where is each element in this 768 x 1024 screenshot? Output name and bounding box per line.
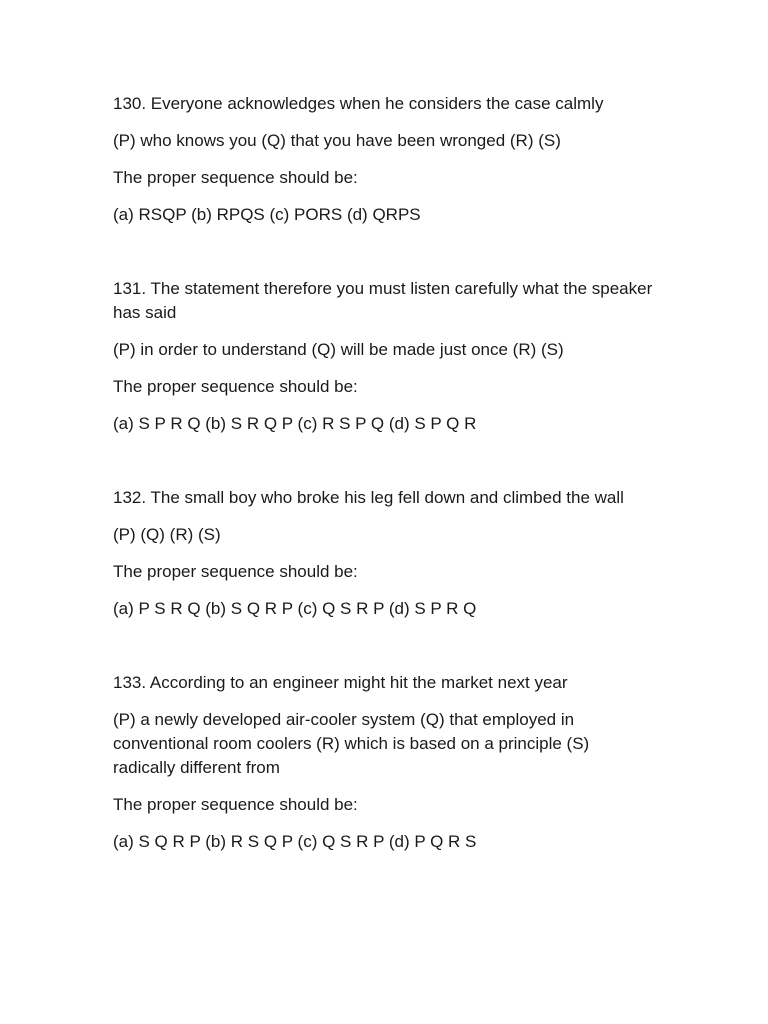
answer-options: (a) S P R Q (b) S R Q P (c) R S P Q (d) S P Q R bbox=[113, 414, 477, 433]
question-stem: 132. The small boy who broke his leg fell down and climbed the wall bbox=[113, 488, 624, 507]
sequence-prompt: The proper sequence should be: bbox=[113, 168, 358, 187]
sequence-prompt: The proper sequence should be: bbox=[113, 377, 358, 396]
answer-options: (a) P S R Q (b) S Q R P (c) Q S R P (d) S P R Q bbox=[113, 599, 477, 618]
question-stem: 131. The statement therefore you must listen carefully what the speaker has said bbox=[113, 279, 653, 322]
question-parts: (P) a newly developed air-cooler system (Q) that employed in conventional room coolers (R) which is based on a principle (S) radically different from bbox=[113, 710, 590, 777]
document-page bbox=[113, 92, 653, 904]
question-133 bbox=[113, 671, 653, 854]
question-stem: 133. According to an engineer might hit the market next year bbox=[113, 673, 568, 692]
question-parts: (P) who knows you (Q) that you have been wronged (R) (S) bbox=[113, 131, 561, 150]
question-131 bbox=[113, 277, 653, 436]
question-parts: (P) (Q) (R) (S) bbox=[113, 525, 221, 544]
sequence-prompt: The proper sequence should be: bbox=[113, 562, 358, 581]
answer-options: (a) RSQP (b) RPQS (c) PORS (d) QRPS bbox=[113, 205, 421, 224]
question-132 bbox=[113, 486, 653, 621]
sequence-prompt: The proper sequence should be: bbox=[113, 795, 358, 814]
question-stem: 130. Everyone acknowledges when he considers the case calmly bbox=[113, 94, 604, 113]
question-parts: (P) in order to understand (Q) will be made just once (R) (S) bbox=[113, 340, 564, 359]
answer-options: (a) S Q R P (b) R S Q P (c) Q S R P (d) P Q R S bbox=[113, 832, 477, 851]
question-130 bbox=[113, 92, 653, 227]
